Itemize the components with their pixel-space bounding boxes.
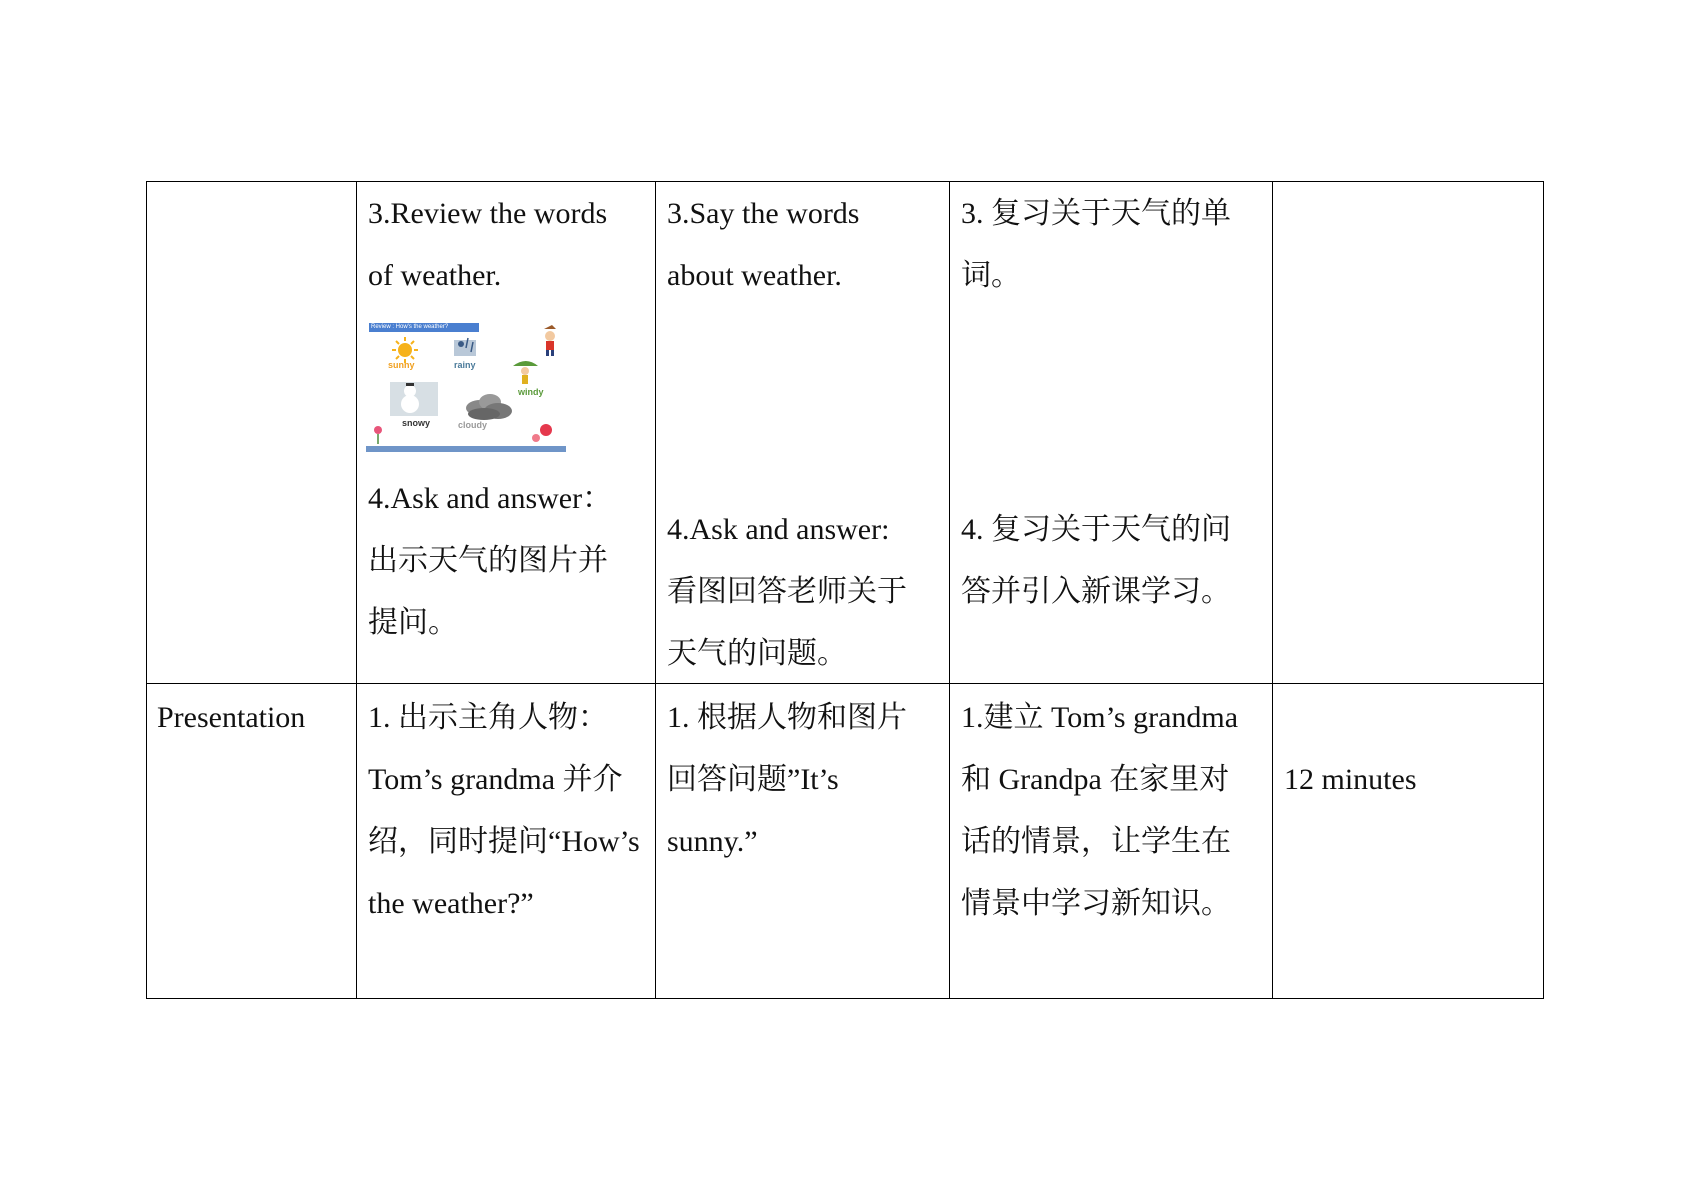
weather-word: windy xyxy=(518,387,544,397)
text-line: 4. 复习关于天气的问 xyxy=(961,513,1231,546)
text-line: the weather?” xyxy=(368,887,534,920)
student-activity-item-3 xyxy=(667,183,947,307)
text-line: 1.建立 Tom’s grandma xyxy=(961,701,1239,734)
purpose-item-3 xyxy=(961,183,1271,307)
text-line: 答并引入新课学习。 xyxy=(961,575,1231,608)
text-line: 回答问题”It’s xyxy=(667,763,839,796)
teacher-activity-item-4 xyxy=(368,468,648,654)
image-bottom-bar xyxy=(366,446,566,452)
text-line: 看图回答老师关于 xyxy=(667,575,907,608)
col-divider xyxy=(1543,181,1544,999)
text-line: 1. 根据人物和图片 xyxy=(667,701,907,734)
text-line: Tom’s grandma 并介 xyxy=(368,763,623,796)
text-line: 4.Ask and answer: xyxy=(667,513,890,546)
student-activity-item-4 xyxy=(667,499,947,685)
image-banner: Review : How's the weather? xyxy=(369,323,479,332)
text-line: 4.Ask and answer： xyxy=(368,482,613,515)
student-activity-presentation xyxy=(667,687,947,873)
col-divider xyxy=(949,181,950,999)
weather-word: sunny xyxy=(388,360,415,370)
purpose-item-4 xyxy=(961,499,1271,623)
weather-word: snowy xyxy=(402,418,431,428)
text-line: sunny.” xyxy=(667,825,758,858)
text-line: 和 Grandpa 在家里对 xyxy=(961,763,1230,796)
text-line: 词。 xyxy=(961,259,1021,292)
text-line: 情景中学习新知识。 xyxy=(961,887,1231,920)
cartoon-boy-icon xyxy=(544,325,556,356)
time-value: 12 minutes xyxy=(1284,763,1417,796)
col-divider xyxy=(146,181,147,999)
text-line: 1. 出示主角人物： xyxy=(368,701,608,734)
col-divider xyxy=(356,181,357,999)
teacher-activity-presentation xyxy=(368,687,658,935)
teacher-activity-item-3 xyxy=(368,183,648,307)
text-line: 出示天气的图片并 xyxy=(368,544,608,577)
purpose-presentation xyxy=(961,687,1279,935)
text-line: 3.Review the words xyxy=(368,197,608,230)
weather-review-image xyxy=(366,318,566,452)
cloud-icon xyxy=(466,394,512,420)
text-line: 天气的问题。 xyxy=(667,637,847,670)
text-line: 绍，同时提问“How’s xyxy=(368,825,640,858)
rain-icon xyxy=(454,338,476,356)
weather-word: cloudy xyxy=(458,420,488,430)
stage-label: Presentation xyxy=(157,701,306,734)
text-line: 话的情景，让学生在 xyxy=(961,825,1231,858)
text-line: 3.Say the words xyxy=(667,197,860,230)
weather-word: rainy xyxy=(454,360,476,370)
text-line: of weather. xyxy=(368,259,502,292)
text-line: 3. 复习关于天气的单 xyxy=(961,197,1231,230)
text-line: 提问。 xyxy=(368,606,458,639)
windy-boy-icon xyxy=(513,361,538,384)
snowman-icon xyxy=(390,382,438,416)
text-line: about weather. xyxy=(667,259,842,292)
